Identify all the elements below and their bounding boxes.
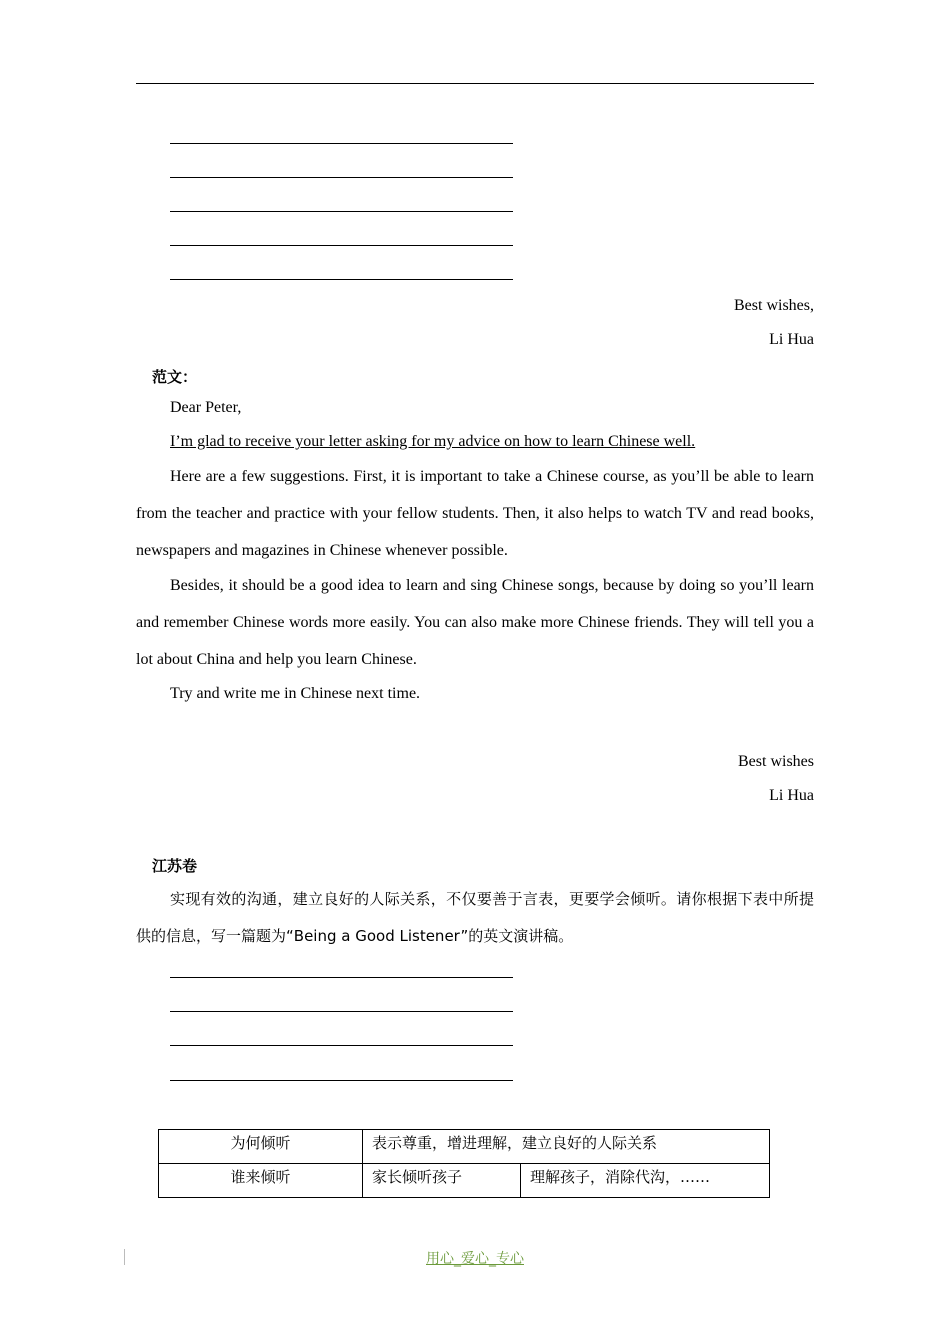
answer-line: [170, 245, 513, 246]
answer-line: [170, 143, 513, 144]
answer-line: [170, 1045, 513, 1046]
model-opening: I’m glad to receive your letter asking for my advice on how to learn Chinese well.: [170, 433, 696, 450]
page-footer: 用心_爱心_专心: [426, 1251, 524, 1267]
section-title-jiangsu: 江苏卷: [152, 857, 198, 875]
model-signature: Li Hua: [769, 787, 814, 804]
model-salutation: Dear Peter,: [170, 399, 242, 416]
table-row-head: 为何倾听: [159, 1130, 363, 1164]
header-rule: [136, 83, 814, 84]
model-paragraph-2: Besides, it should be a good idea to learn and sing Chinese songs, because by doing so you’ll learn and remember Chinese words more easily. You can also make more Chinese friends. They will tell you a lot about China and help you learn Chinese.: [136, 577, 814, 668]
table-cell: 家长倾听孩子: [363, 1164, 521, 1198]
table-cell: 理解孩子，消除代沟，……: [521, 1164, 770, 1198]
answer-line: [170, 177, 513, 178]
answer-line: [170, 211, 513, 212]
answer-line: [170, 977, 513, 978]
model-paragraph-3: Try and write me in Chinese next time.: [170, 685, 421, 702]
letter-closing: Best wishes,: [734, 297, 814, 314]
table-row: [159, 1130, 770, 1164]
model-closing: Best wishes: [738, 753, 814, 770]
jiangsu-prompt: 实现有效的沟通，建立良好的人际关系，不仅要善于言表，更要学会倾听。请你根据下表中所提供的信息，写一篇题为“Being a Good Listener”的英文演讲稿。: [136, 890, 814, 945]
answer-line: [170, 1011, 513, 1012]
table-row: [159, 1164, 770, 1198]
answer-line: [170, 279, 513, 280]
letter-signature: Li Hua: [769, 331, 814, 348]
table-cell: 表示尊重，增进理解，建立良好的人际关系: [363, 1130, 770, 1164]
table-row-head: 谁来倾听: [159, 1164, 363, 1198]
answer-line: [170, 1080, 513, 1081]
info-table: [158, 1129, 770, 1198]
model-paragraph-1: Here are a few suggestions. First, it is important to take a Chinese course, as you’ll be able to learn from the teacher and practice with your fellow students. Then, it also helps to watch TV and read books, newspapers and magazines in Chinese whenever possible.: [136, 468, 814, 559]
model-essay-label: 范文：: [152, 368, 198, 386]
